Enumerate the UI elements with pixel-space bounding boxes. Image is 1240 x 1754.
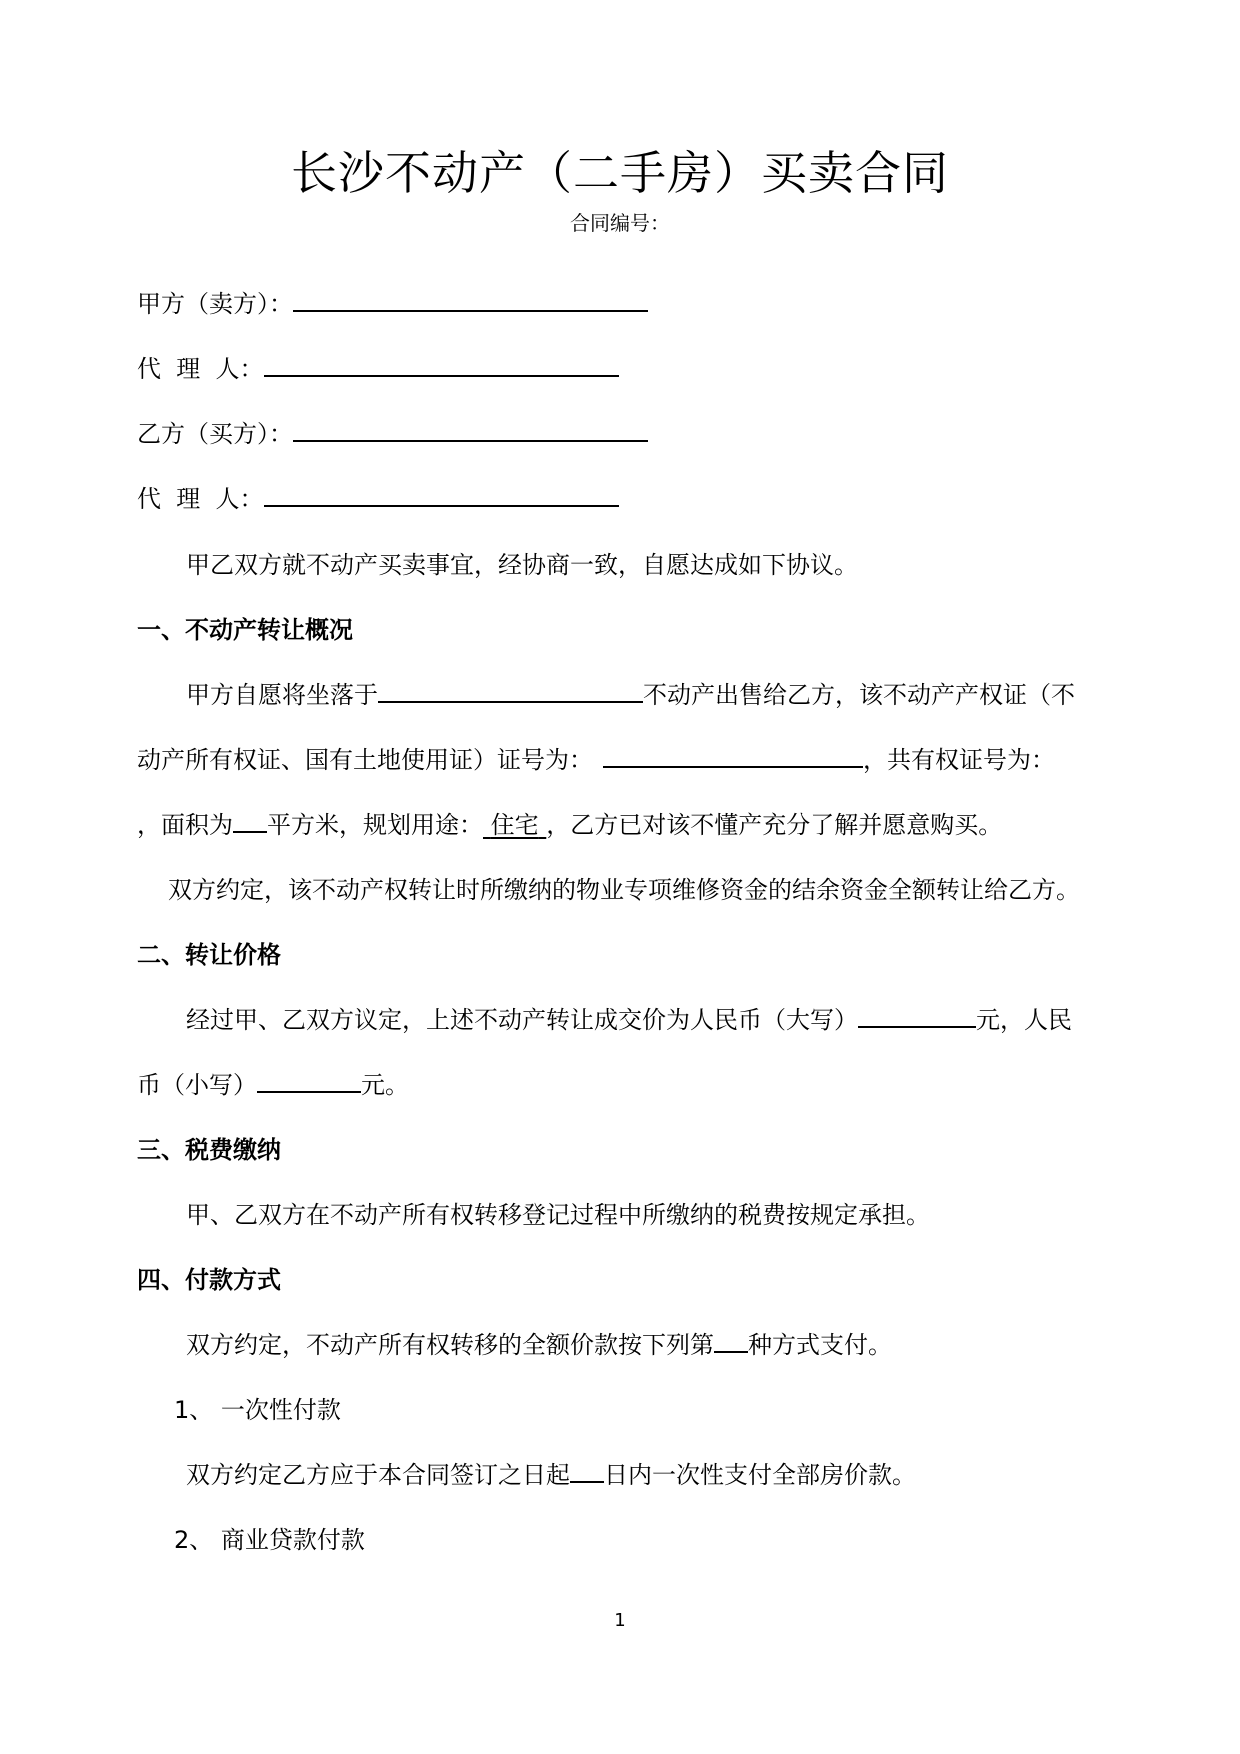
buyer-label: 乙方（买方）： xyxy=(137,420,293,448)
section1-text: 不动产出售给乙方，该不动产产权证（不 xyxy=(643,681,1075,709)
section4-text: 种方式支付。 xyxy=(748,1331,892,1359)
section2-text: 元。 xyxy=(361,1071,409,1099)
seller-blank[interactable] xyxy=(293,288,648,312)
payment-item-1-text xyxy=(186,1459,916,1491)
seller-line xyxy=(137,288,648,320)
section2-para1-line2 xyxy=(137,1069,409,1101)
section4-text: 双方约定乙方应于本合同签订之日起 xyxy=(186,1461,570,1489)
seller-label: 甲方（卖方）： xyxy=(137,290,293,318)
payment-item-2: 2、 商业贷款付款 xyxy=(174,1526,365,1554)
section1-text: 甲方自愿将坐落于 xyxy=(186,681,378,709)
section2-para1-line1 xyxy=(186,1004,1072,1036)
section1-para1-line3 xyxy=(137,809,1002,841)
section1-text: 动产所有权证、国有土地使用证）证号为： xyxy=(137,746,593,774)
page-number: 1 xyxy=(614,1610,626,1631)
section1-para2: 双方约定，该不动产权转让时所缴纳的物业专项维修资金的结余资金全额转让给乙方。 xyxy=(168,876,1080,904)
section3-heading: 三、税费缴纳 xyxy=(137,1136,281,1164)
area-blank[interactable] xyxy=(233,809,267,833)
contract-number-label: 合同编号： xyxy=(570,211,670,235)
price-numeric-blank[interactable] xyxy=(257,1069,361,1093)
location-blank[interactable] xyxy=(378,679,643,703)
document-title: 长沙不动产（二手房）买卖合同 xyxy=(291,146,949,200)
section4-text: 双方约定，不动产所有权转移的全额价款按下列第 xyxy=(186,1331,714,1359)
section2-heading: 二、转让价格 xyxy=(137,941,281,969)
seller-agent-line xyxy=(137,353,619,385)
section2-text: 币（小写） xyxy=(137,1071,257,1099)
payment-method-blank[interactable] xyxy=(714,1329,748,1353)
planned-use-value xyxy=(483,811,546,839)
section1-para1-line2 xyxy=(137,744,1055,776)
certificate-number-blank[interactable] xyxy=(603,744,863,768)
buyer-agent-line xyxy=(137,483,619,515)
section2-text: 经过甲、乙双方议定，上述不动产转让成交价为人民币（大写） xyxy=(186,1006,858,1034)
section2-text: 元，人民 xyxy=(976,1006,1072,1034)
section4-heading: 四、付款方式 xyxy=(137,1266,281,1294)
section1-para1-line1 xyxy=(186,679,1075,711)
section1-heading: 一、不动产转让概况 xyxy=(137,616,353,644)
payment-days-blank[interactable] xyxy=(570,1459,604,1483)
seller-agent-label: 代 理 人： xyxy=(137,355,264,383)
buyer-blank[interactable] xyxy=(293,418,648,442)
planned-use-text: 住宅 xyxy=(490,811,539,839)
section1-text: ，面积为 xyxy=(137,811,233,839)
buyer-agent-label: 代 理 人： xyxy=(137,485,264,513)
price-uppercase-blank[interactable] xyxy=(858,1004,976,1028)
buyer-agent-blank[interactable] xyxy=(264,483,619,507)
section3-para1: 甲、乙双方在不动产所有权转移登记过程中所缴纳的税费按规定承担。 xyxy=(186,1201,930,1229)
section1-text: 平方米，规划用途： xyxy=(267,811,483,839)
payment-item-1: 1、 一次性付款 xyxy=(174,1396,341,1424)
section1-text: ，乙方已对该不懂产充分了解并愿意购买。 xyxy=(546,811,1003,839)
section1-text: ，共有权证号为： xyxy=(863,746,1055,774)
section4-para1 xyxy=(186,1329,892,1361)
section4-text: 日内一次性支付全部房价款。 xyxy=(604,1461,916,1489)
seller-agent-blank[interactable] xyxy=(264,353,619,377)
buyer-line xyxy=(137,418,648,450)
intro-paragraph: 甲乙双方就不动产买卖事宜，经协商一致，自愿达成如下协议。 xyxy=(186,551,858,579)
